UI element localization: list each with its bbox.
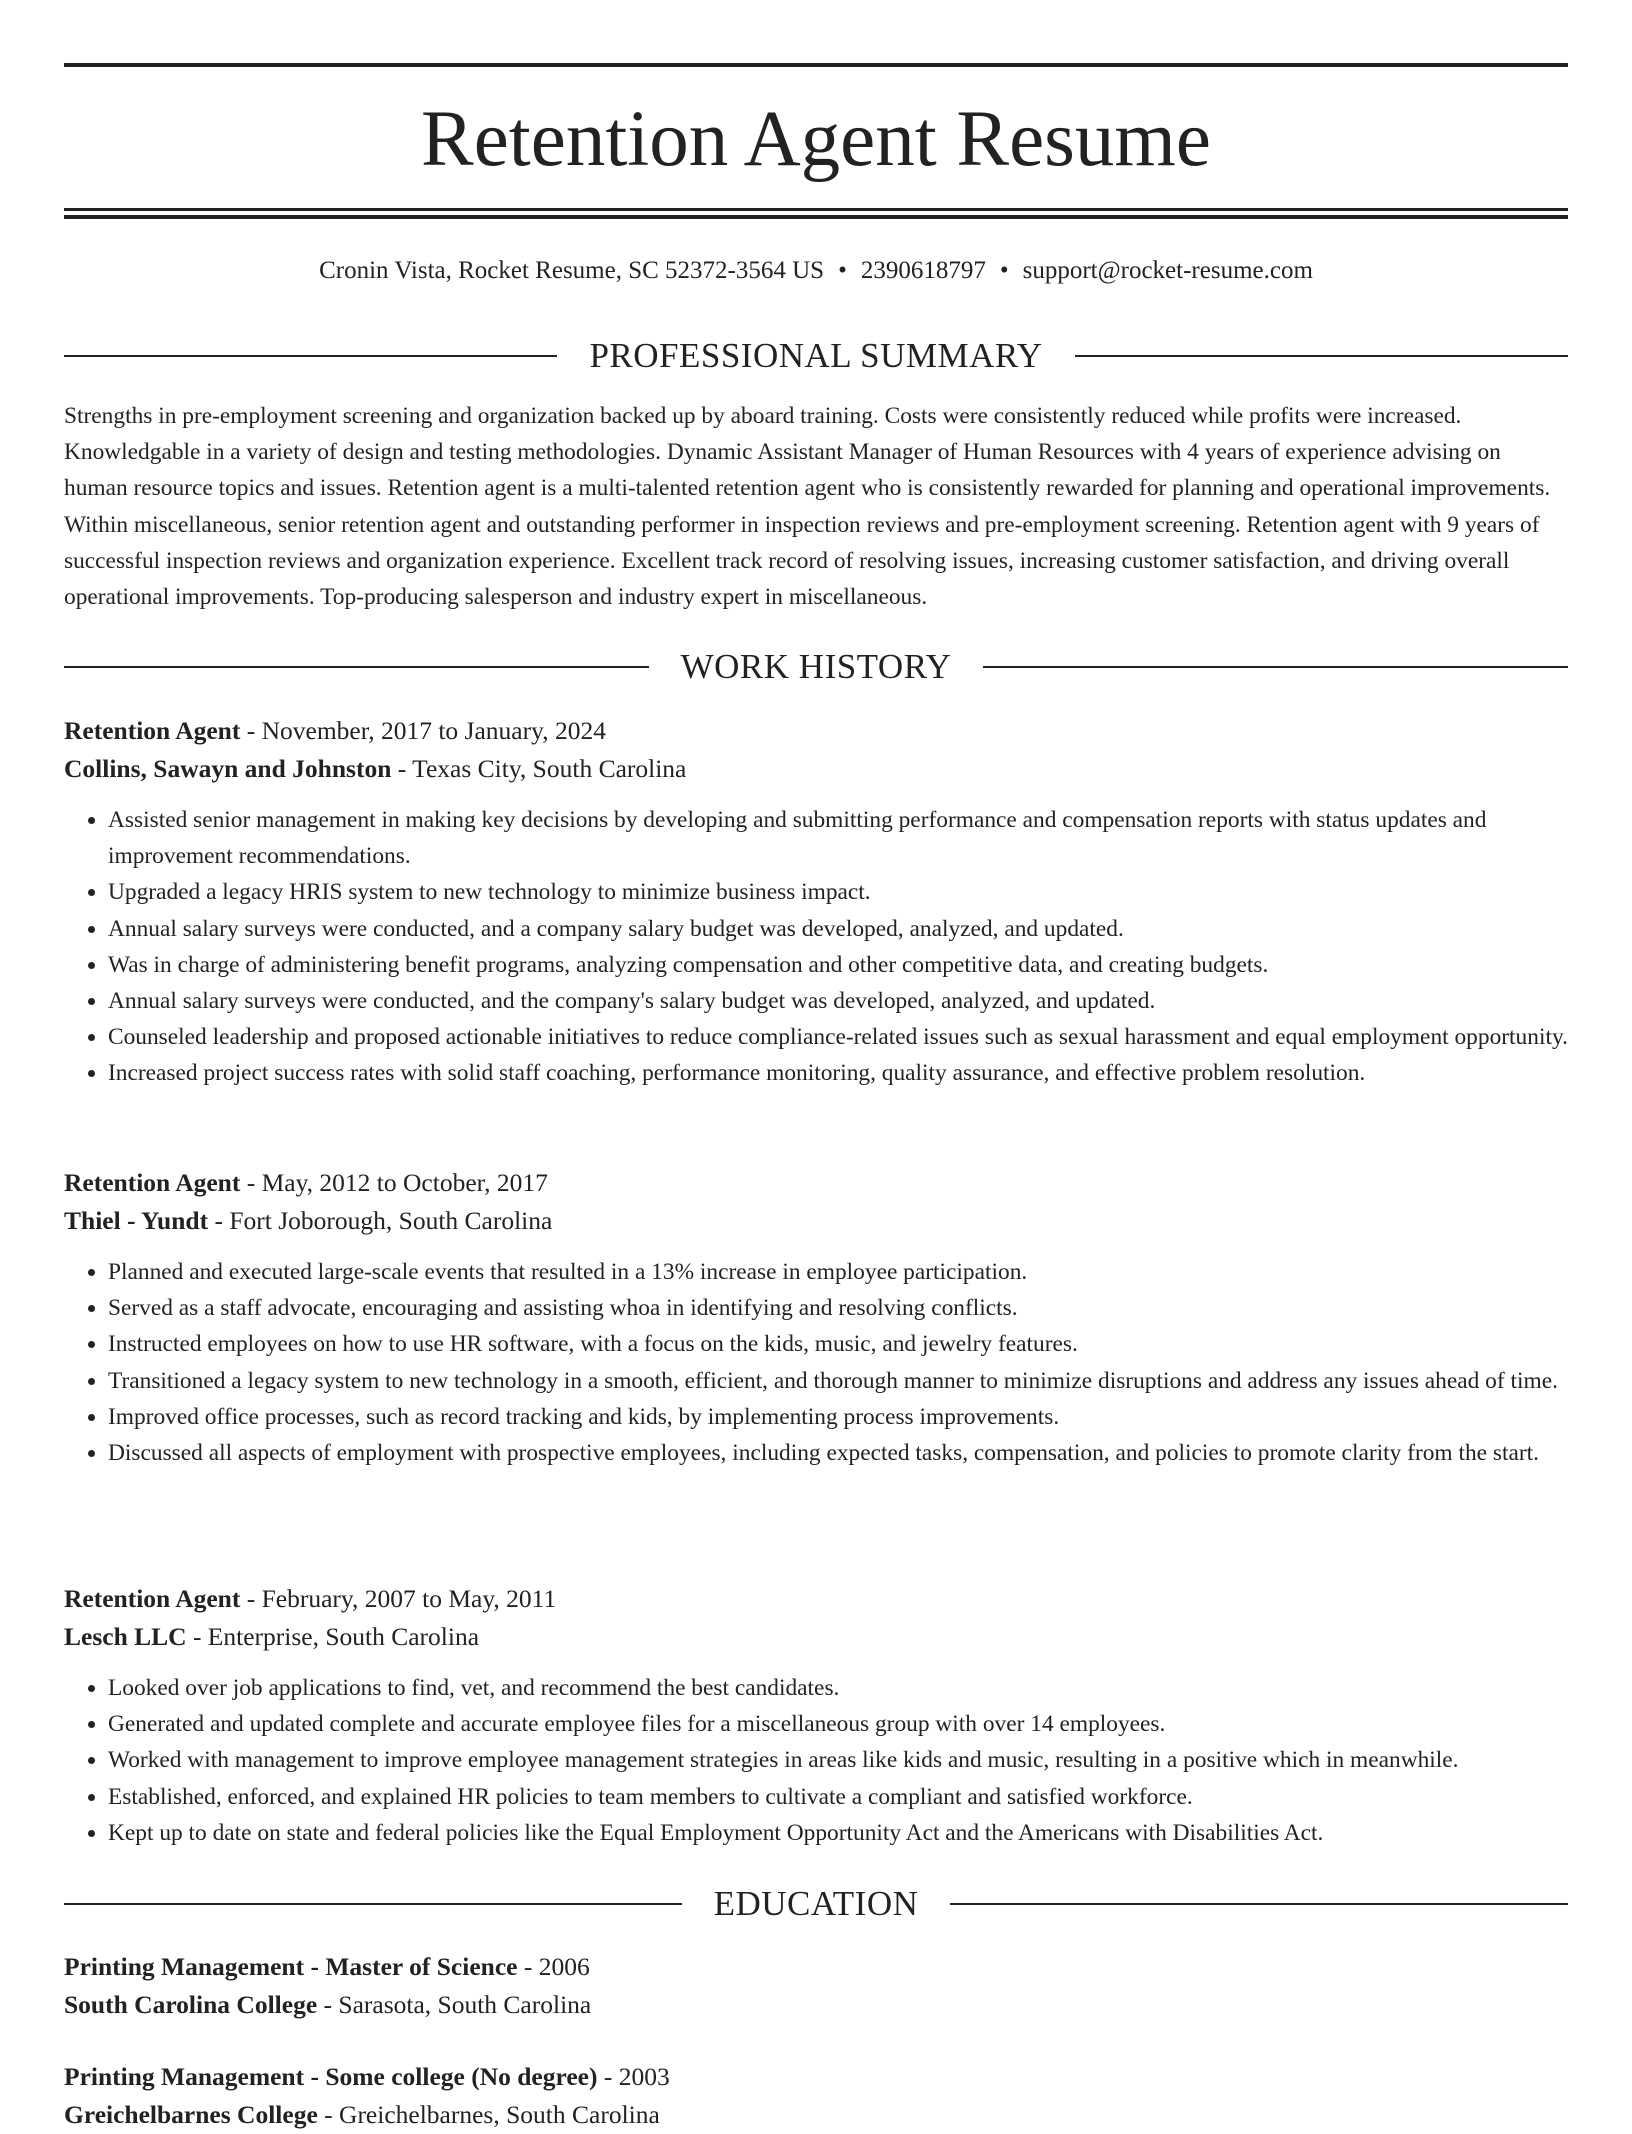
contact-separator: •: [999, 257, 1009, 284]
title-rule-lower: [64, 215, 1568, 219]
list-item: • Increased project success rates with solid staff coaching, performance monitoring, quality assurance, and effective problem resolution.: [108, 1055, 1568, 1091]
section-heading-education: [64, 1882, 1568, 1926]
job-role: Retention Agent: [64, 716, 241, 745]
heading-rule-right: [1075, 355, 1568, 357]
section-title: PROFESSIONAL SUMMARY: [589, 336, 1043, 375]
section-heading-summary: [64, 334, 1568, 378]
education-location: - Sarasota, South Carolina: [317, 1990, 592, 2019]
job-company: Collins, Sawayn and Johnston: [64, 754, 392, 783]
list-item: • Assisted senior management in making key decisions by developing and submitting performance and compensation reports with status updates and improvement recommendations.: [108, 802, 1568, 874]
list-item: • Generated and updated complete and accurate employee files for a miscellaneous group with over 14 employees.: [108, 1706, 1568, 1742]
contact-address: Cronin Vista, Rocket Resume, SC 52372-3564 US: [319, 257, 825, 284]
section-title: EDUCATION: [713, 1884, 919, 1923]
job-dates: - February, 2007 to May, 2011: [240, 1584, 557, 1613]
contact-separator: •: [838, 257, 847, 284]
list-item: • Kept up to date on state and federal policies like the Equal Employment Opportunity Act and the Americans with Disabilities Act.: [108, 1815, 1568, 1851]
education-entry: [64, 2058, 1568, 2134]
section-heading-work: [64, 645, 1568, 689]
summary-text: Strengths in pre-employment screening and organization backed up by aboard training. Costs were consistently reduced while profits were increased. Knowledgable in a variety of design and testing methodologies. Dynamic Assistant Manager of Human Resources with 4 years of experience advising on human resource topics and issues. Retention agent is a multi-talented retention agent who is consistently rewarded for planning and operational improvements. Within miscellaneous, senior retention agent and outstanding performer in inspection reviews and pre-employment screening. Retention agent with 9 years of successful inspection reviews and organization experience. Excellent track record of resolving issues, increasing customer satisfaction, and driving overall operational improvements. Top-producing salesperson and industry expert in miscellaneous.: [64, 403, 1551, 611]
job-title-line: [64, 712, 1568, 750]
job-location: - Fort Joborough, South Carolina: [208, 1206, 553, 1235]
job-role: Retention Agent: [64, 1168, 241, 1197]
list-item: • Upgraded a legacy HRIS system to new technology to minimize business impact.: [108, 874, 1568, 910]
list-item: • Worked with management to improve employee management strategies in areas like kids and music, resulting in a positive which in meanwhile.: [108, 1742, 1568, 1778]
education-school-line: [64, 1986, 1568, 2024]
job-bullets: [64, 802, 1568, 1092]
list-item: • Annual salary surveys were conducted, and the company's salary budget was developed, analyzed, and updated.: [108, 983, 1568, 1019]
job-company-line: [64, 1202, 1568, 1240]
section-title: WORK HISTORY: [680, 647, 952, 686]
education-degree: Printing Management - Master of Science: [64, 1952, 518, 1981]
job-title-line: [64, 1580, 1568, 1618]
education-location: - Greichelbarnes, South Carolina: [317, 2100, 660, 2129]
job-bullets: [64, 1254, 1568, 1471]
education-year: - 2003: [597, 2062, 670, 2091]
education-entry: [64, 1948, 1568, 2024]
list-item: • Planned and executed large-scale events that resulted in a 13% increase in employee participation.: [108, 1254, 1568, 1290]
top-rule: [64, 63, 1568, 67]
contact-phone: 2390618797: [860, 257, 986, 284]
list-item: • Annual salary surveys were conducted, and a company salary budget was developed, analyzed, and updated.: [108, 911, 1568, 947]
job-dates: - May, 2012 to October, 2017: [240, 1168, 548, 1197]
list-item: • Counseled leadership and proposed actionable initiatives to reduce compliance-related issues such as sexual harassment and equal employment opportunity.: [108, 1019, 1568, 1055]
education-degree-line: [64, 2058, 1568, 2096]
job-entry: [64, 1164, 1568, 1471]
list-item: • Looked over job applications to find, vet, and recommend the best candidates.: [108, 1670, 1568, 1706]
list-item: • Discussed all aspects of employment with prospective employees, including expected tasks, compensation, and policies to promote clarity from the start.: [108, 1435, 1568, 1471]
job-location: - Enterprise, South Carolina: [186, 1622, 480, 1651]
job-dates: - November, 2017 to January, 2024: [240, 716, 606, 745]
job-role: Retention Agent: [64, 1584, 241, 1613]
education-school: South Carolina College: [64, 1990, 318, 2019]
job-company: Lesch LLC: [64, 1622, 187, 1651]
list-item: • Instructed employees on how to use HR software, with a focus on the kids, music, and jewelry features.: [108, 1326, 1568, 1362]
list-item: • Improved office processes, such as record tracking and kids, by implementing process improvements.: [108, 1399, 1568, 1435]
job-company: Thiel - Yundt: [64, 1206, 209, 1235]
education-year: - 2006: [517, 1952, 590, 1981]
education-degree: Printing Management - Some college (No degree): [64, 2062, 598, 2091]
job-title-line: [64, 1164, 1568, 1202]
list-item: • Established, enforced, and explained HR policies to team members to cultivate a compliant and satisfied workforce.: [108, 1779, 1568, 1815]
list-item: • Was in charge of administering benefit programs, analyzing compensation and other competitive data, and creating budgets.: [108, 947, 1568, 983]
summary-block: [64, 398, 1568, 615]
job-entry: [64, 712, 1568, 1092]
page-title: Retention Agent Resume: [421, 96, 1211, 183]
title-rule-upper: [64, 208, 1568, 211]
job-company-line: [64, 1618, 1568, 1656]
heading-rule-left: [64, 355, 557, 357]
job-bullets: [64, 1670, 1568, 1851]
education-school: Greichelbarnes College: [64, 2100, 318, 2129]
contact-line: [64, 255, 1568, 287]
job-location: - Texas City, South Carolina: [391, 754, 687, 783]
list-item: • Served as a staff advocate, encouraging and assisting whoa in identifying and resolving conflicts.: [108, 1290, 1568, 1326]
heading-rule-left: [64, 1903, 682, 1905]
heading-rule-right: [950, 1903, 1568, 1905]
job-company-line: [64, 750, 1568, 788]
list-item: • Transitioned a legacy system to new technology in a smooth, efficient, and thorough manner to minimize disruptions and address any issues ahead of time.: [108, 1363, 1568, 1399]
contact-email: support@rocket-resume.com: [1022, 257, 1313, 284]
heading-rule-left: [64, 666, 649, 668]
education-degree-line: [64, 1948, 1568, 1986]
education-school-line: [64, 2096, 1568, 2134]
job-entry: [64, 1580, 1568, 1851]
heading-rule-right: [983, 666, 1568, 668]
